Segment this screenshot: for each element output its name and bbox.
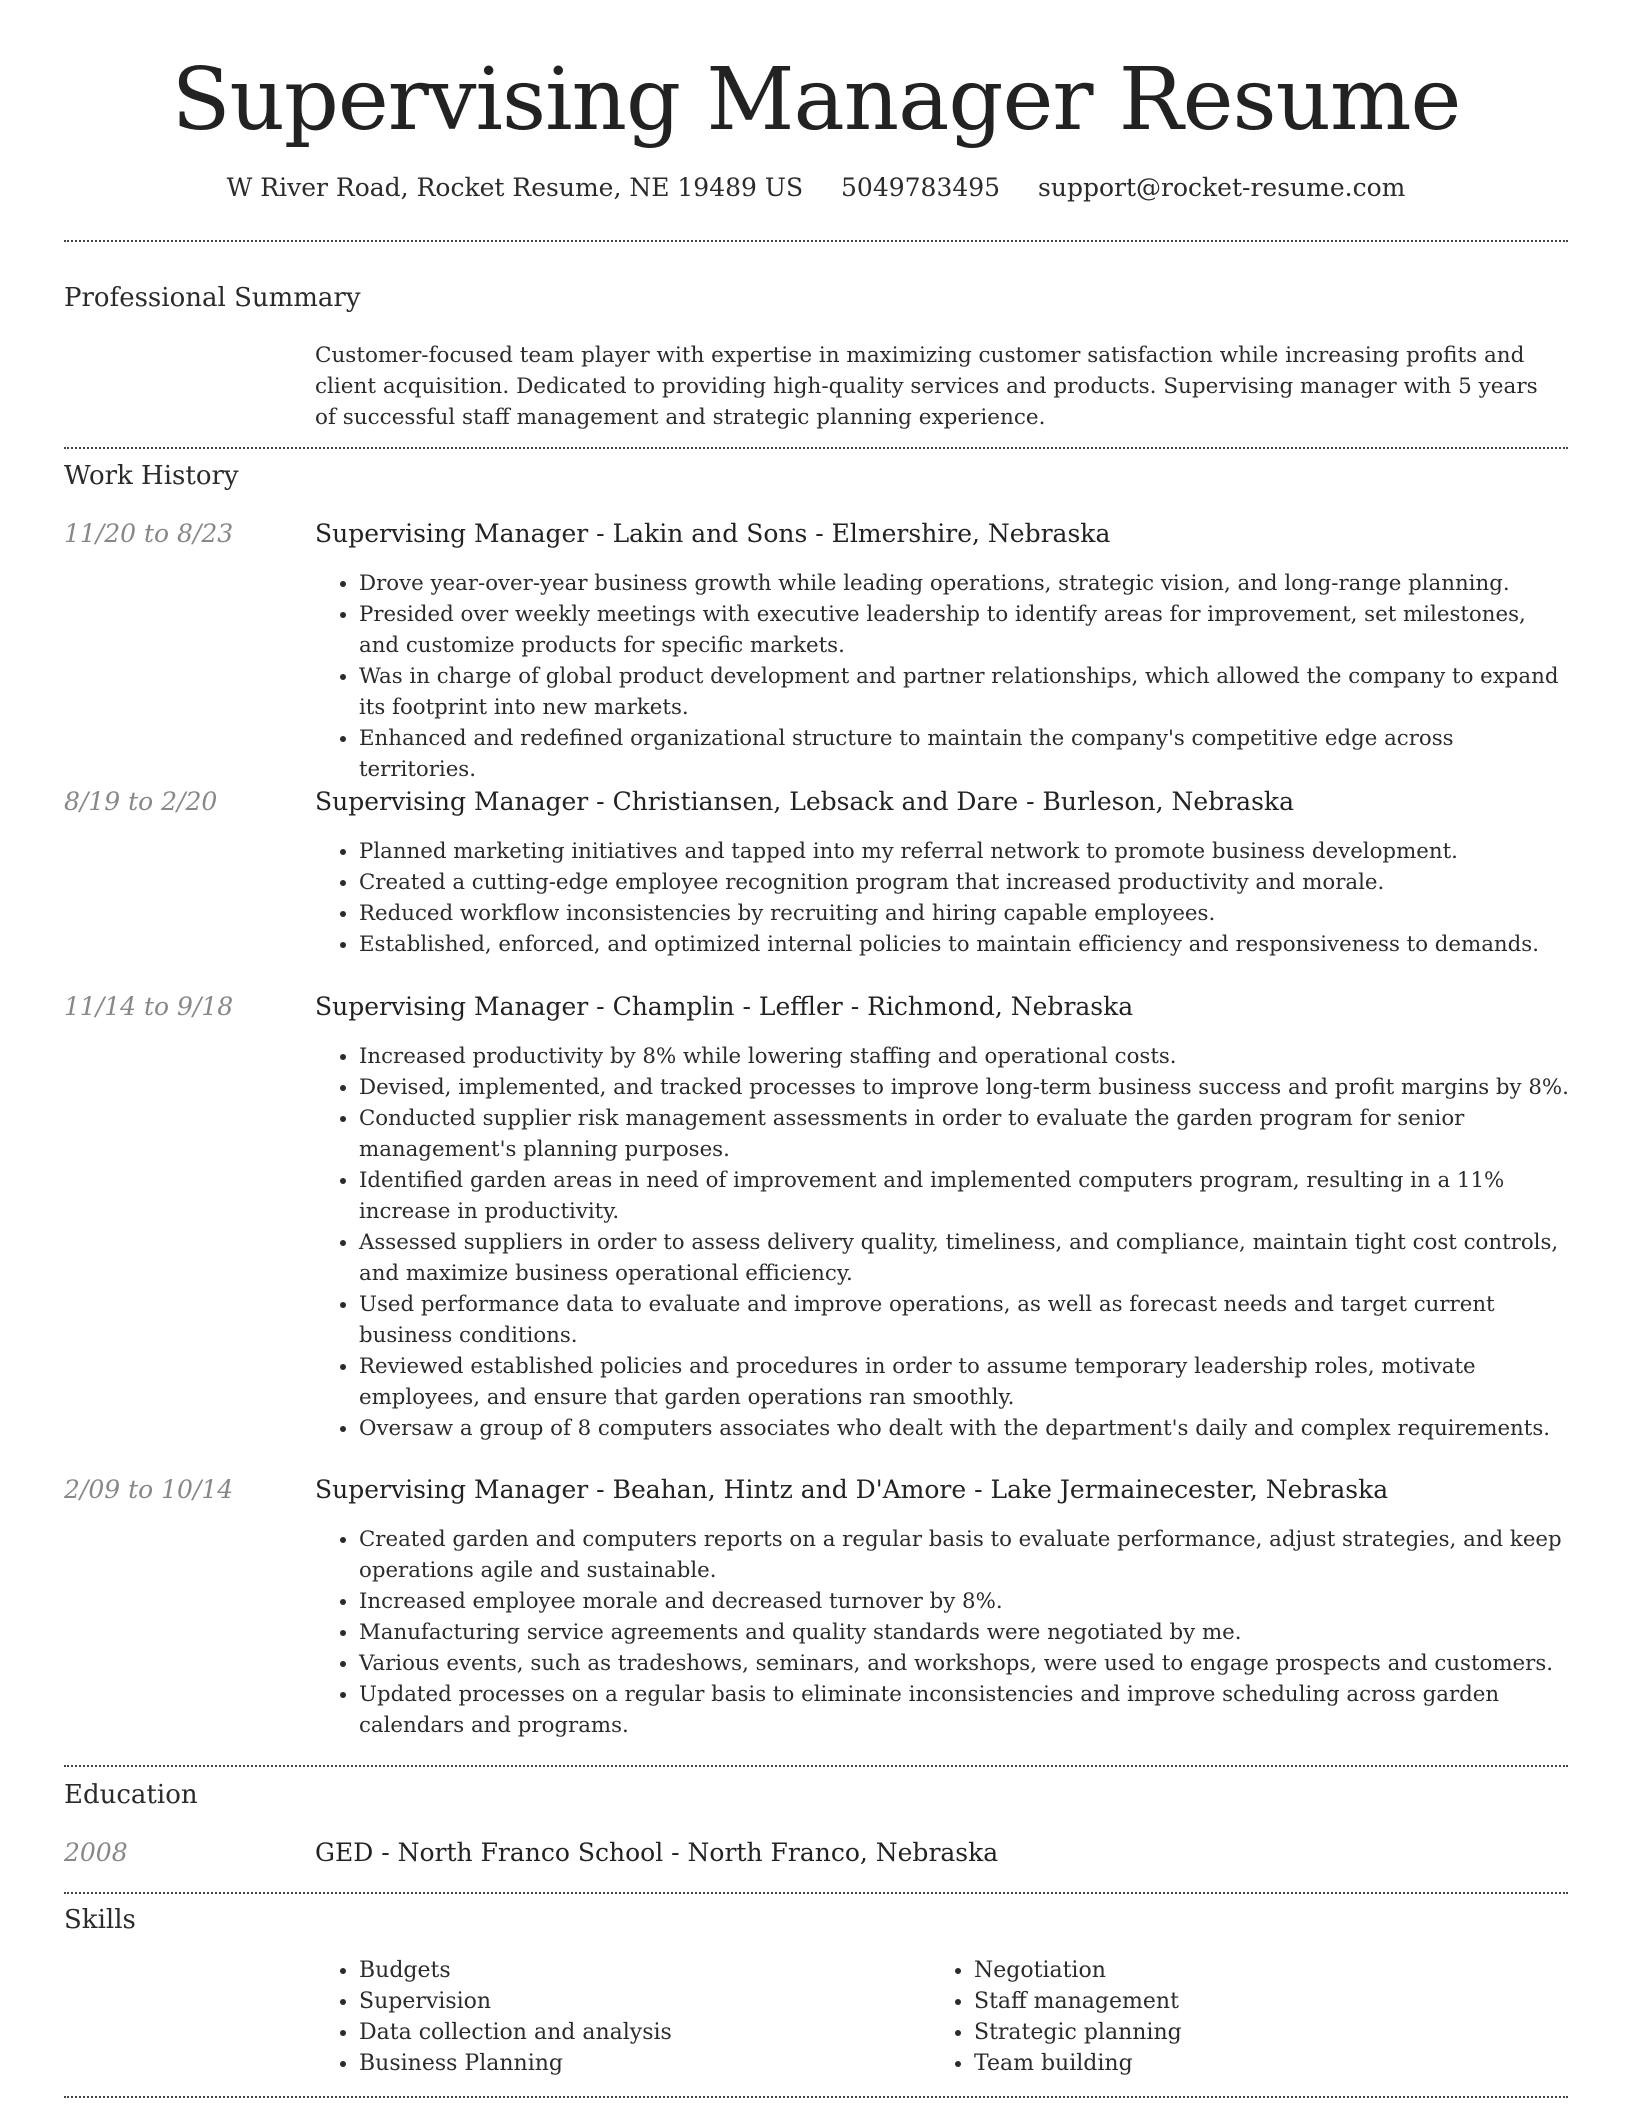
skill-item: • Strategic planning — [974, 2017, 1490, 2048]
section-divider — [64, 447, 1568, 449]
job-bullet: • Oversaw a group of 8 computers associates who dealt with the department's daily and complex requirements. — [359, 1413, 1570, 1444]
job-bullet: • Enhanced and redefined organizational structure to maintain the company's competitive edge across territories. — [359, 723, 1570, 785]
skill-item: • Business Planning — [359, 2048, 875, 2079]
job-bullet: • Increased employee morale and decreased turnover by 8%. — [359, 1586, 1570, 1617]
job-bullets — [315, 1524, 1570, 1741]
contact-email: support@rocket-resume.com — [1038, 173, 1406, 202]
job-title: Supervising Manager - Christiansen, Lebsack and Dare - Burleson, Nebraska — [315, 787, 1294, 816]
job-bullet: • Was in charge of global product development and partner relationships, which allowed the company to expand its footprint into new markets. — [359, 661, 1570, 723]
job-bullet: • Updated processes on a regular basis to eliminate inconsistencies and improve scheduling across garden calendars and programs. — [359, 1679, 1570, 1741]
skill-item: • Data collection and analysis — [359, 2017, 875, 2048]
contact-phone: 5049783495 — [841, 173, 1001, 202]
job-bullets — [315, 836, 1570, 960]
work-history-heading: Work History — [64, 461, 239, 491]
skill-item: • Budgets — [359, 1955, 875, 1986]
job-dates: 11/20 to 8/23 — [64, 519, 234, 548]
section-divider — [64, 240, 1568, 242]
job-title: Supervising Manager - Lakin and Sons - Elmershire, Nebraska — [315, 519, 1111, 548]
job-bullet: • Manufacturing service agreements and quality standards were negotiated by me. — [359, 1617, 1570, 1648]
skill-item: • Team building — [974, 2048, 1490, 2079]
section-divider — [64, 2096, 1568, 2098]
job-dates: 8/19 to 2/20 — [64, 787, 218, 816]
job-title: Supervising Manager - Champlin - Leffler - Richmond, Nebraska — [315, 992, 1134, 1021]
job-dates: 11/14 to 9/18 — [64, 992, 234, 1021]
job-dates: 2/09 to 10/14 — [64, 1475, 234, 1504]
job-bullet: • Conducted supplier risk management assessments in order to evaluate the garden program for senior management's planning purposes. — [359, 1103, 1570, 1165]
section-divider — [64, 1765, 1568, 1767]
skill-item: • Negotiation — [974, 1955, 1490, 1986]
education-title: GED - North Franco School - North Franco, Nebraska — [315, 1838, 999, 1867]
skill-item: • Supervision — [359, 1986, 875, 2017]
job-bullet: • Presided over weekly meetings with executive leadership to identify areas for improvement, set milestones, and customize products for specific markets. — [359, 599, 1570, 661]
section-divider — [64, 1892, 1568, 1894]
job-bullet: • Reviewed established policies and procedures in order to assume temporary leadership roles, motivate employees, and ensure that garden operations ran smoothly. — [359, 1351, 1570, 1413]
job-bullet: • Created a cutting-edge employee recognition program that increased productivity and morale. — [359, 867, 1570, 898]
job-bullet: • Used performance data to evaluate and improve operations, as well as forecast needs and target current business conditions. — [359, 1289, 1570, 1351]
job-bullet: • Assessed suppliers in order to assess delivery quality, timeliness, and compliance, maintain tight cost controls, and maximize business operational efficiency. — [359, 1227, 1570, 1289]
skill-item: • Staff management — [974, 1986, 1490, 2017]
contact-line — [0, 172, 1632, 204]
summary-text: Customer-focused team player with expertise in maximizing customer satisfaction while increasing profits and client acquisition. Dedicated to providing high-quality services and products. Supervising manager with 5 years of successful staff management and strategic planning experience. — [315, 343, 1538, 430]
job-bullet: • Created garden and computers reports on a regular basis to evaluate performance, adjust strategies, and keep operations agile and sustainable. — [359, 1524, 1570, 1586]
summary-heading: Professional Summary — [64, 283, 361, 313]
job-bullet: • Established, enforced, and optimized internal policies to maintain efficiency and responsiveness to demands. — [359, 929, 1570, 960]
job-bullet: • Planned marketing initiatives and tapped into my referral network to promote business development. — [359, 836, 1570, 867]
education-dates: 2008 — [64, 1838, 128, 1867]
resume-title: Supervising Manager Resume — [171, 50, 1461, 150]
job-bullet: • Reduced workflow inconsistencies by recruiting and hiring capable employees. — [359, 898, 1570, 929]
skills-list-left — [315, 1955, 875, 2079]
job-bullet: • Identified garden areas in need of improvement and implemented computers program, resulting in a 11% increase in productivity. — [359, 1165, 1570, 1227]
skills-heading: Skills — [64, 1905, 136, 1935]
contact-address: W River Road, Rocket Resume, NE 19489 US — [226, 173, 804, 202]
job-bullets — [315, 1041, 1570, 1444]
job-bullet: • Increased productivity by 8% while lowering staffing and operational costs. — [359, 1041, 1570, 1072]
job-title: Supervising Manager - Beahan, Hintz and D'Amore - Lake Jermainecester, Nebraska — [315, 1475, 1389, 1504]
job-bullets — [315, 568, 1570, 785]
skills-list-right — [930, 1955, 1490, 2079]
job-bullet: • Drove year-over-year business growth while leading operations, strategic vision, and long-range planning. — [359, 568, 1570, 599]
job-bullet: • Devised, implemented, and tracked processes to improve long-term business success and profit margins by 8%. — [359, 1072, 1570, 1103]
education-heading: Education — [64, 1780, 198, 1810]
job-bullet: • Various events, such as tradeshows, seminars, and workshops, were used to engage prospects and customers. — [359, 1648, 1570, 1679]
